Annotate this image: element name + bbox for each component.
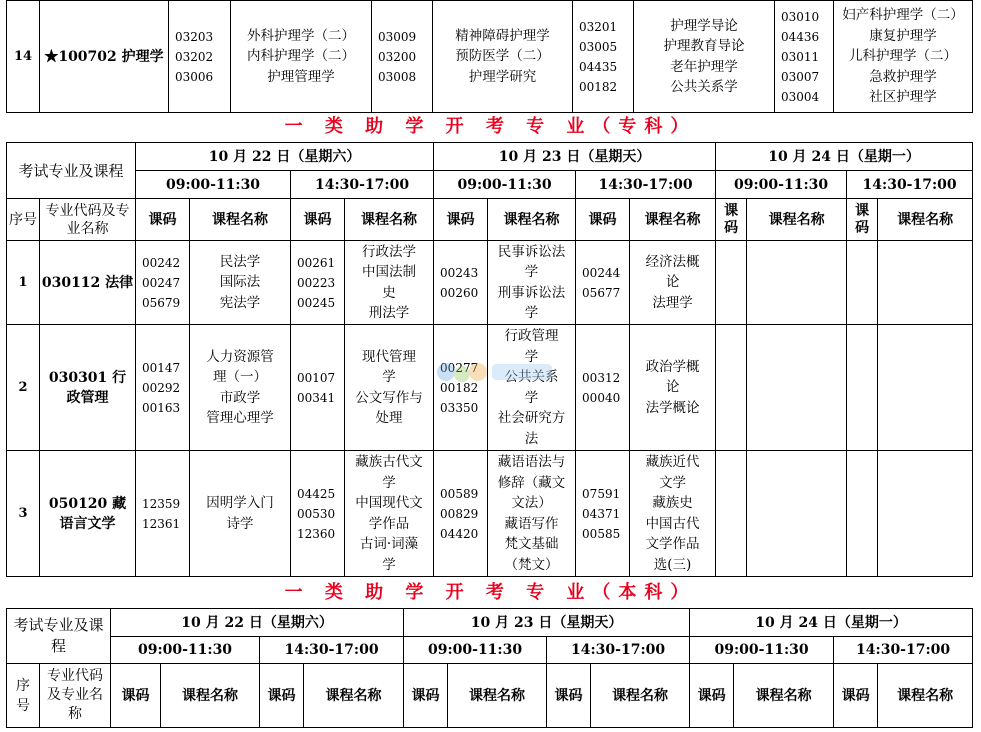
course-codes: 07591 04371 00585: [576, 451, 630, 577]
code-header: 课码: [834, 664, 878, 728]
time-header: 14:30-17:00: [291, 171, 434, 199]
course-names: 精神障碍护理学 预防医学（二） 护理学研究: [433, 1, 573, 113]
top-partial-table: [6, 0, 973, 113]
course-names: 行政法学 中国法制 史 刑法学: [345, 241, 434, 325]
empty-cell: [847, 325, 878, 451]
course-names: 政治学概 论 法学概论: [630, 325, 716, 451]
course-codes: 04425 00530 12360: [291, 451, 345, 577]
course-names: 藏语语法与 修辞（藏文 文法） 藏语写作 梵文基础 （梵文）: [488, 451, 576, 577]
code-header: 课码: [690, 664, 734, 728]
code-header: 课码: [260, 664, 304, 728]
major-header: 专业代码及专业名称: [40, 199, 136, 241]
time-header: 09:00-11:30: [716, 171, 847, 199]
empty-cell: [878, 241, 973, 325]
empty-cell: [878, 325, 973, 451]
table-row: [7, 451, 973, 577]
day-header: 10 月 24 日（星期一）: [716, 143, 973, 171]
course-names: 经济法概 论 法理学: [630, 241, 716, 325]
course-names: 藏族古代文 学 中国现代文 学作品 古词·词藻 学: [345, 451, 434, 577]
section-title-zhuanke: 一 类 助 学 开 考 专 业（专科）: [284, 116, 697, 137]
major-header: 专业代码及专业名称: [40, 664, 111, 728]
course-codes: 00589 00829 04420: [434, 451, 488, 577]
time-header: 14:30-17:00: [834, 637, 973, 664]
row-number: 1: [7, 241, 40, 325]
time-header: 09:00-11:30: [434, 171, 576, 199]
name-header: 课程名称: [630, 199, 716, 241]
course-codes: 00261 00223 00245: [291, 241, 345, 325]
course-names: 妇产科护理学（二） 康复护理学 儿科护理学（二） 急救护理学 社区护理学: [834, 1, 973, 113]
empty-cell: [747, 325, 847, 451]
name-header: 课程名称: [304, 664, 404, 728]
course-names: 人力资源管 理（一） 市政学 管理心理学: [190, 325, 291, 451]
course-codes: 00147 00292 00163: [136, 325, 190, 451]
course-names: 现代管理 学 公文写作与 处理: [345, 325, 434, 451]
course-names: 因明学入门 诗学: [190, 451, 291, 577]
day-header: 10 月 22 日（星期六）: [111, 609, 404, 637]
code-header: 课码: [291, 199, 345, 241]
course-names: 民法学 国际法 宪法学: [190, 241, 291, 325]
code-header: 课码: [434, 199, 488, 241]
exam-header: 考试专业及课程: [7, 143, 136, 199]
day-header: 10 月 23 日（星期天）: [404, 609, 690, 637]
seq-header: 序号: [7, 664, 40, 728]
code-header: 课码: [547, 664, 591, 728]
empty-cell: [747, 241, 847, 325]
empty-cell: [716, 241, 747, 325]
major-name: 050120 藏语言文学: [40, 451, 136, 577]
name-header: 课程名称: [190, 199, 291, 241]
time-header: 14:30-17:00: [260, 637, 404, 664]
seq-header: 序号: [7, 199, 40, 241]
course-codes: 00312 00040: [576, 325, 630, 451]
course-codes: 03010 04436 03011 03007 03004: [775, 1, 834, 113]
table-row: [7, 241, 973, 325]
course-codes: 00277 00182 03350: [434, 325, 488, 451]
code-header: 课码: [136, 199, 190, 241]
major-name: ★100702 护理学: [40, 1, 169, 113]
empty-cell: [847, 241, 878, 325]
day-header: 10 月 23 日（星期天）: [434, 143, 716, 171]
course-names: 护理学导论 护理教育导论 老年护理学 公共关系学: [634, 1, 775, 113]
empty-cell: [747, 451, 847, 577]
name-header: 课程名称: [591, 664, 690, 728]
empty-cell: [716, 451, 747, 577]
course-codes: 03201 03005 04435 00182: [573, 1, 634, 113]
code-header: 课码: [716, 199, 747, 241]
course-names: 行政管理 学 公共关系 学 社会研究方 法: [488, 325, 576, 451]
empty-cell: [847, 451, 878, 577]
name-header: 课程名称: [345, 199, 434, 241]
course-names: 民事诉讼法 学 刑事诉讼法 学: [488, 241, 576, 325]
day-header: 10 月 22 日（星期六）: [136, 143, 434, 171]
name-header: 课程名称: [448, 664, 547, 728]
code-header: 课码: [111, 664, 161, 728]
code-header: 课码: [404, 664, 448, 728]
course-codes: 00244 05677: [576, 241, 630, 325]
empty-cell: [878, 451, 973, 577]
major-name: 030112 法律: [40, 241, 136, 325]
time-header: 14:30-17:00: [547, 637, 690, 664]
benke-schedule-table: [6, 608, 973, 728]
table-row: [7, 325, 973, 451]
time-header: 09:00-11:30: [404, 637, 547, 664]
code-header: 课码: [576, 199, 630, 241]
section-title-benke: 一 类 助 学 开 考 专 业（本科）: [284, 582, 697, 603]
course-codes: 03203 03202 03006: [169, 1, 231, 113]
time-header: 09:00-11:30: [690, 637, 834, 664]
course-codes: 12359 12361: [136, 451, 190, 577]
exam-header: 考试专业及课程: [7, 609, 111, 664]
course-names: 藏族近代 文学 藏族史 中国古代 文学作品 选(三): [630, 451, 716, 577]
time-header: 09:00-11:30: [136, 171, 291, 199]
name-header: 课程名称: [878, 199, 973, 241]
major-name: 030301 行政管理: [40, 325, 136, 451]
row-number: 14: [7, 1, 40, 113]
course-names: 外科护理学（二） 内科护理学（二） 护理管理学: [231, 1, 372, 113]
name-header: 课程名称: [878, 664, 973, 728]
name-header: 课程名称: [734, 664, 834, 728]
row-number: 2: [7, 325, 40, 451]
course-codes: 03009 03200 03008: [372, 1, 433, 113]
row-number: 3: [7, 451, 40, 577]
day-header: 10 月 24 日（星期一）: [690, 609, 973, 637]
time-header: 09:00-11:30: [111, 637, 260, 664]
time-header: 14:30-17:00: [847, 171, 973, 199]
code-header: 课码: [847, 199, 878, 241]
name-header: 课程名称: [161, 664, 260, 728]
zhuanke-schedule-table: [6, 142, 973, 577]
course-codes: 00242 00247 05679: [136, 241, 190, 325]
course-codes: 00107 00341: [291, 325, 345, 451]
name-header: 课程名称: [747, 199, 847, 241]
empty-cell: [716, 325, 747, 451]
course-codes: 00243 00260: [434, 241, 488, 325]
name-header: 课程名称: [488, 199, 576, 241]
time-header: 14:30-17:00: [576, 171, 716, 199]
